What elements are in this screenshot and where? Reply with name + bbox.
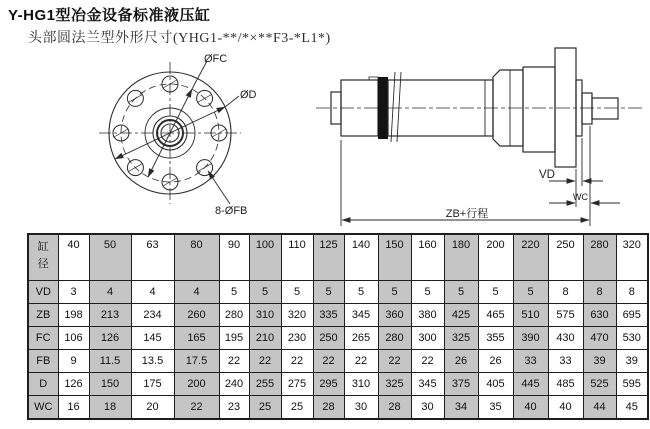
cell-FB-90: 22	[219, 350, 249, 373]
cell-WC-180: 34	[444, 396, 478, 420]
column-header-50: 50	[89, 234, 131, 281]
cell-WC-125: 28	[313, 396, 344, 420]
column-header-320: 320	[616, 234, 648, 281]
cell-VD-40: 3	[58, 281, 89, 304]
cell-FC-160: 300	[411, 327, 444, 350]
cell-VD-100: 5	[249, 281, 281, 304]
cell-VD-280: 8	[583, 281, 616, 304]
vd-label: VD	[539, 169, 555, 181]
cell-D-140: 310	[344, 373, 378, 396]
cell-FB-320: 39	[616, 350, 648, 373]
cell-D-90: 240	[219, 373, 249, 396]
cell-FB-180: 26	[444, 350, 478, 373]
cell-ZB-90: 280	[219, 304, 249, 327]
cell-ZB-150: 360	[378, 304, 411, 327]
cell-VD-250: 8	[548, 281, 583, 304]
row-label-ZB: ZB	[28, 304, 58, 327]
row-label-FC: FC	[28, 327, 58, 350]
cell-FB-100: 22	[249, 350, 281, 373]
cell-FC-200: 355	[478, 327, 513, 350]
cell-FB-50: 11.5	[89, 350, 131, 373]
cell-WC-250: 40	[548, 396, 583, 420]
cell-D-180: 375	[444, 373, 478, 396]
cell-ZB-63: 234	[131, 304, 174, 327]
table-row-VD	[28, 281, 648, 304]
cell-D-320: 595	[616, 373, 648, 396]
cell-D-100: 255	[249, 373, 281, 396]
page-title: Y-HG1型冶金设备标准液压缸	[8, 7, 211, 24]
cell-FB-200: 26	[478, 350, 513, 373]
cell-ZB-200: 465	[478, 304, 513, 327]
cell-FC-250: 430	[548, 327, 583, 350]
cell-WC-40: 16	[58, 396, 89, 420]
d-label: ØD	[240, 89, 257, 101]
cell-D-125: 295	[313, 373, 344, 396]
cell-ZB-280: 630	[583, 304, 616, 327]
cell-FC-150: 280	[378, 327, 411, 350]
cell-D-250: 485	[548, 373, 583, 396]
column-header-200: 200	[478, 234, 513, 281]
cell-FC-40: 106	[58, 327, 89, 350]
fb-label: 8-ØFB	[215, 205, 248, 217]
column-header-250: 250	[548, 234, 583, 281]
zb-label: ZB+行程	[445, 208, 489, 220]
table-header-row	[28, 234, 648, 281]
cell-FB-280: 39	[583, 350, 616, 373]
cell-VD-110: 5	[281, 281, 313, 304]
column-header-80: 80	[174, 234, 219, 281]
cell-ZB-180: 425	[444, 304, 478, 327]
cell-FC-63: 145	[131, 327, 174, 350]
cell-FC-180: 325	[444, 327, 478, 350]
cell-D-50: 150	[89, 373, 131, 396]
bore-diameter-header	[28, 234, 58, 281]
cell-ZB-100: 310	[249, 304, 281, 327]
cell-FC-90: 195	[219, 327, 249, 350]
cell-ZB-40: 198	[58, 304, 89, 327]
cell-FC-125: 250	[313, 327, 344, 350]
cell-FB-220: 33	[513, 350, 548, 373]
fc-dimension	[148, 61, 207, 177]
cell-WC-50: 18	[89, 396, 131, 420]
cell-WC-140: 30	[344, 396, 378, 420]
column-header-100: 100	[249, 234, 281, 281]
table-row-WC	[28, 396, 648, 420]
cell-D-160: 345	[411, 373, 444, 396]
technical-drawing	[0, 44, 650, 232]
cell-FC-140: 265	[344, 327, 378, 350]
column-header-160: 160	[411, 234, 444, 281]
cell-FC-100: 210	[249, 327, 281, 350]
cell-D-150: 325	[378, 373, 411, 396]
cell-WC-160: 30	[411, 396, 444, 420]
column-header-90: 90	[219, 234, 249, 281]
bore-diameter-header-label: 缸径	[37, 241, 49, 271]
fb-leader	[208, 171, 230, 204]
cell-D-80: 200	[174, 373, 219, 396]
cell-ZB-160: 380	[411, 304, 444, 327]
cell-FC-320: 530	[616, 327, 648, 350]
wc-dimension	[549, 126, 620, 226]
break-lines	[391, 72, 401, 142]
column-header-280: 280	[583, 234, 616, 281]
cell-FC-280: 470	[583, 327, 616, 350]
cell-FC-110: 230	[281, 327, 313, 350]
fc-label: ØFC	[204, 53, 228, 65]
rod-nut	[582, 93, 592, 124]
cell-VD-220: 5	[513, 281, 548, 304]
cell-VD-140: 5	[344, 281, 378, 304]
cell-FB-250: 33	[548, 350, 583, 373]
cell-WC-150: 28	[378, 396, 411, 420]
cell-ZB-110: 320	[281, 304, 313, 327]
cell-ZB-125: 335	[313, 304, 344, 327]
table-row-FB	[28, 350, 648, 373]
cell-ZB-220: 510	[513, 304, 548, 327]
cell-ZB-80: 260	[174, 304, 219, 327]
cell-FC-50: 126	[89, 327, 131, 350]
cell-VD-180: 5	[444, 281, 478, 304]
table-row-FC	[28, 327, 648, 350]
cell-FB-110: 22	[281, 350, 313, 373]
cell-VD-200: 5	[478, 281, 513, 304]
cell-VD-125: 5	[313, 281, 344, 304]
cell-FB-125: 22	[313, 350, 344, 373]
column-header-125: 125	[313, 234, 344, 281]
cell-WC-100: 25	[249, 396, 281, 420]
cell-VD-50: 4	[89, 281, 131, 304]
column-header-40: 40	[58, 234, 89, 281]
cylinder-side-view	[316, 48, 642, 226]
cell-WC-200: 35	[478, 396, 513, 420]
cell-ZB-320: 695	[616, 304, 648, 327]
cell-VD-320: 8	[616, 281, 648, 304]
cell-FC-80: 165	[174, 327, 219, 350]
cell-FC-220: 390	[513, 327, 548, 350]
cell-FB-160: 22	[411, 350, 444, 373]
cell-D-280: 525	[583, 373, 616, 396]
cell-D-40: 126	[58, 373, 89, 396]
page-subtitle: 头部圆法兰型外形尺寸(YHG1-**/*×**F3-*L1*)	[28, 31, 331, 46]
row-label-FB: FB	[28, 350, 58, 373]
cell-FB-80: 17.5	[174, 350, 219, 373]
cell-FB-150: 22	[378, 350, 411, 373]
cell-FB-40: 9	[58, 350, 89, 373]
cell-WC-63: 20	[131, 396, 174, 420]
cell-D-220: 445	[513, 373, 548, 396]
cell-WC-280: 44	[583, 396, 616, 420]
flange-front-view	[99, 61, 241, 204]
column-header-63: 63	[131, 234, 174, 281]
cell-ZB-140: 345	[344, 304, 378, 327]
cell-VD-90: 5	[219, 281, 249, 304]
mounting-flange	[555, 48, 576, 167]
cell-VD-160: 5	[411, 281, 444, 304]
row-label-D: D	[28, 373, 58, 396]
row-label-VD: VD	[28, 281, 58, 304]
dimension-table	[27, 233, 649, 420]
cell-ZB-250: 575	[548, 304, 583, 327]
cell-ZB-50: 213	[89, 304, 131, 327]
cell-VD-63: 4	[131, 281, 174, 304]
column-header-220: 220	[513, 234, 548, 281]
cell-FB-63: 13.5	[131, 350, 174, 373]
head-collar	[523, 67, 555, 152]
cell-WC-80: 22	[174, 396, 219, 420]
wc-label: WC	[573, 192, 588, 202]
table-row-D	[28, 373, 648, 396]
piston-rod-thread	[592, 98, 618, 119]
seal-band	[378, 77, 388, 139]
cell-VD-80: 4	[174, 281, 219, 304]
column-header-180: 180	[444, 234, 478, 281]
table-row-ZB	[28, 304, 648, 327]
column-header-110: 110	[281, 234, 313, 281]
cell-WC-110: 25	[281, 396, 313, 420]
cell-VD-150: 5	[378, 281, 411, 304]
cell-WC-220: 40	[513, 396, 548, 420]
cell-WC-320: 45	[616, 396, 648, 420]
row-label-WC: WC	[28, 396, 58, 420]
cell-FB-140: 22	[344, 350, 378, 373]
cell-WC-90: 23	[219, 396, 249, 420]
column-header-140: 140	[344, 234, 378, 281]
cell-D-110: 275	[281, 373, 313, 396]
column-header-150: 150	[378, 234, 411, 281]
cell-D-200: 405	[478, 373, 513, 396]
cell-D-63: 175	[131, 373, 174, 396]
